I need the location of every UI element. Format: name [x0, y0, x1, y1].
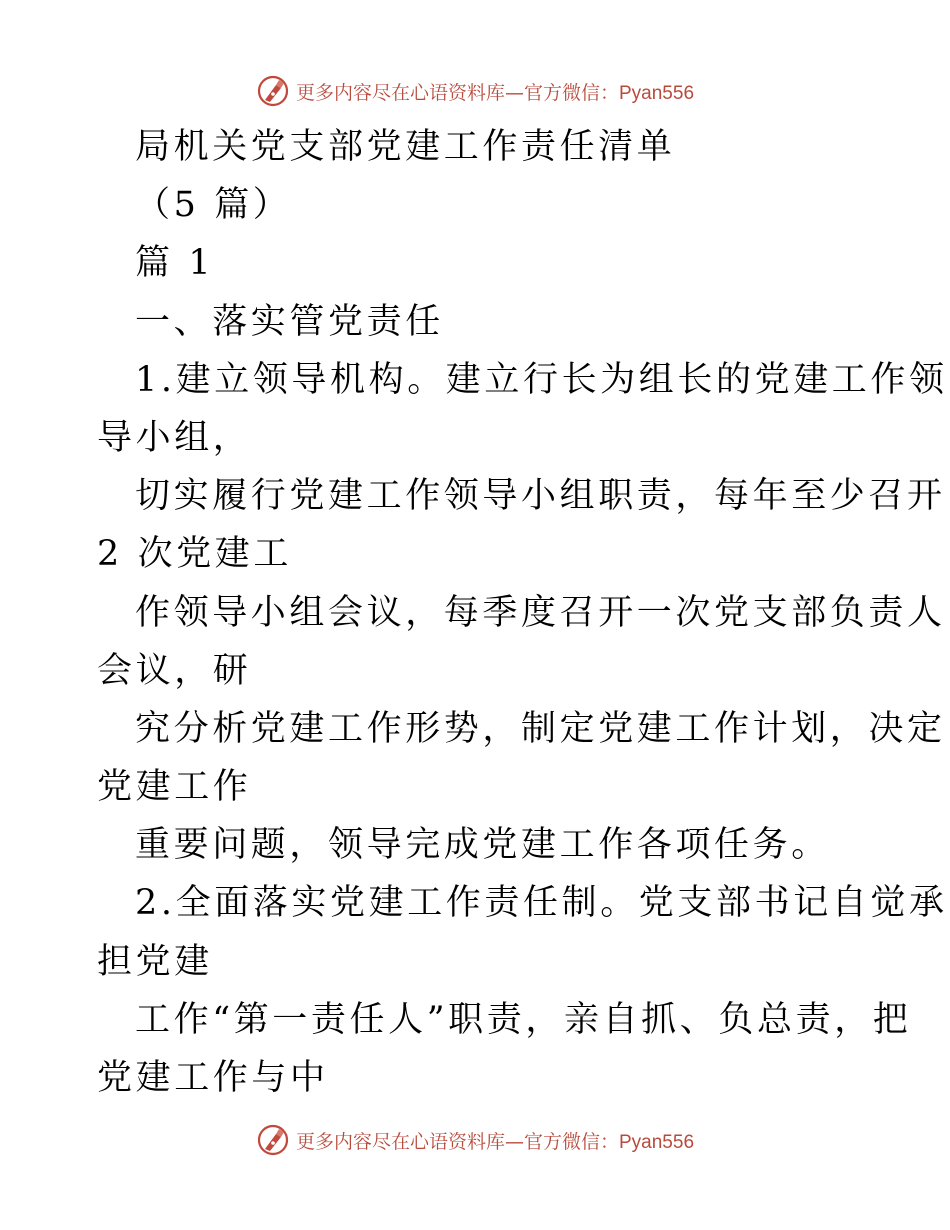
document-body	[97, 118, 948, 1107]
watermark-text: 更多内容尽在心语资料库—官方微信：Pyan556	[295, 81, 695, 104]
paragraph-line: 重要问题，领导完成党建工作各项任务。	[135, 825, 830, 866]
paragraph-line: 2.全面落实党建工作责任制。党支部书记自觉承	[135, 883, 948, 924]
paragraph-line: 切实履行党建工作领导小组职责，每年至少召开	[135, 476, 946, 517]
paragraph-line: 工作“第一责任人”职责，亲自抓、负总责，把	[135, 999, 912, 1040]
pen-nib-logo-icon	[256, 1123, 290, 1157]
watermark-banner-top	[0, 71, 950, 111]
watermark-text: 更多内容尽在心语资料库—官方微信：Pyan556	[295, 1130, 695, 1153]
document-subtitle: （5 篇）	[135, 185, 292, 226]
paragraph-line: 作领导小组会议，每季度召开一次党支部负责人	[135, 592, 946, 633]
subsection-heading: 一、落实管党责任	[135, 301, 444, 342]
paragraph-line: 究分析党建工作形势，制定党建工作计划，决定	[135, 708, 946, 749]
pen-nib-logo-icon	[256, 74, 290, 108]
document-title: 局机关党支部党建工作责任清单	[135, 127, 676, 167]
paragraph-line: 会议，研	[97, 650, 252, 691]
paragraph-line: 1.建立领导机构。建立行长为组长的党建工作领	[135, 359, 948, 400]
section-heading: 篇 1	[135, 243, 215, 284]
paragraph-line: 党建工作	[97, 767, 252, 808]
paragraph-line: 担党建	[97, 941, 213, 982]
paragraph-line: 2 次党建工	[97, 534, 292, 575]
watermark-banner-bottom	[0, 1120, 950, 1160]
paragraph-line: 导小组，	[97, 417, 252, 458]
paragraph-line: 党建工作与中	[97, 1058, 329, 1098]
